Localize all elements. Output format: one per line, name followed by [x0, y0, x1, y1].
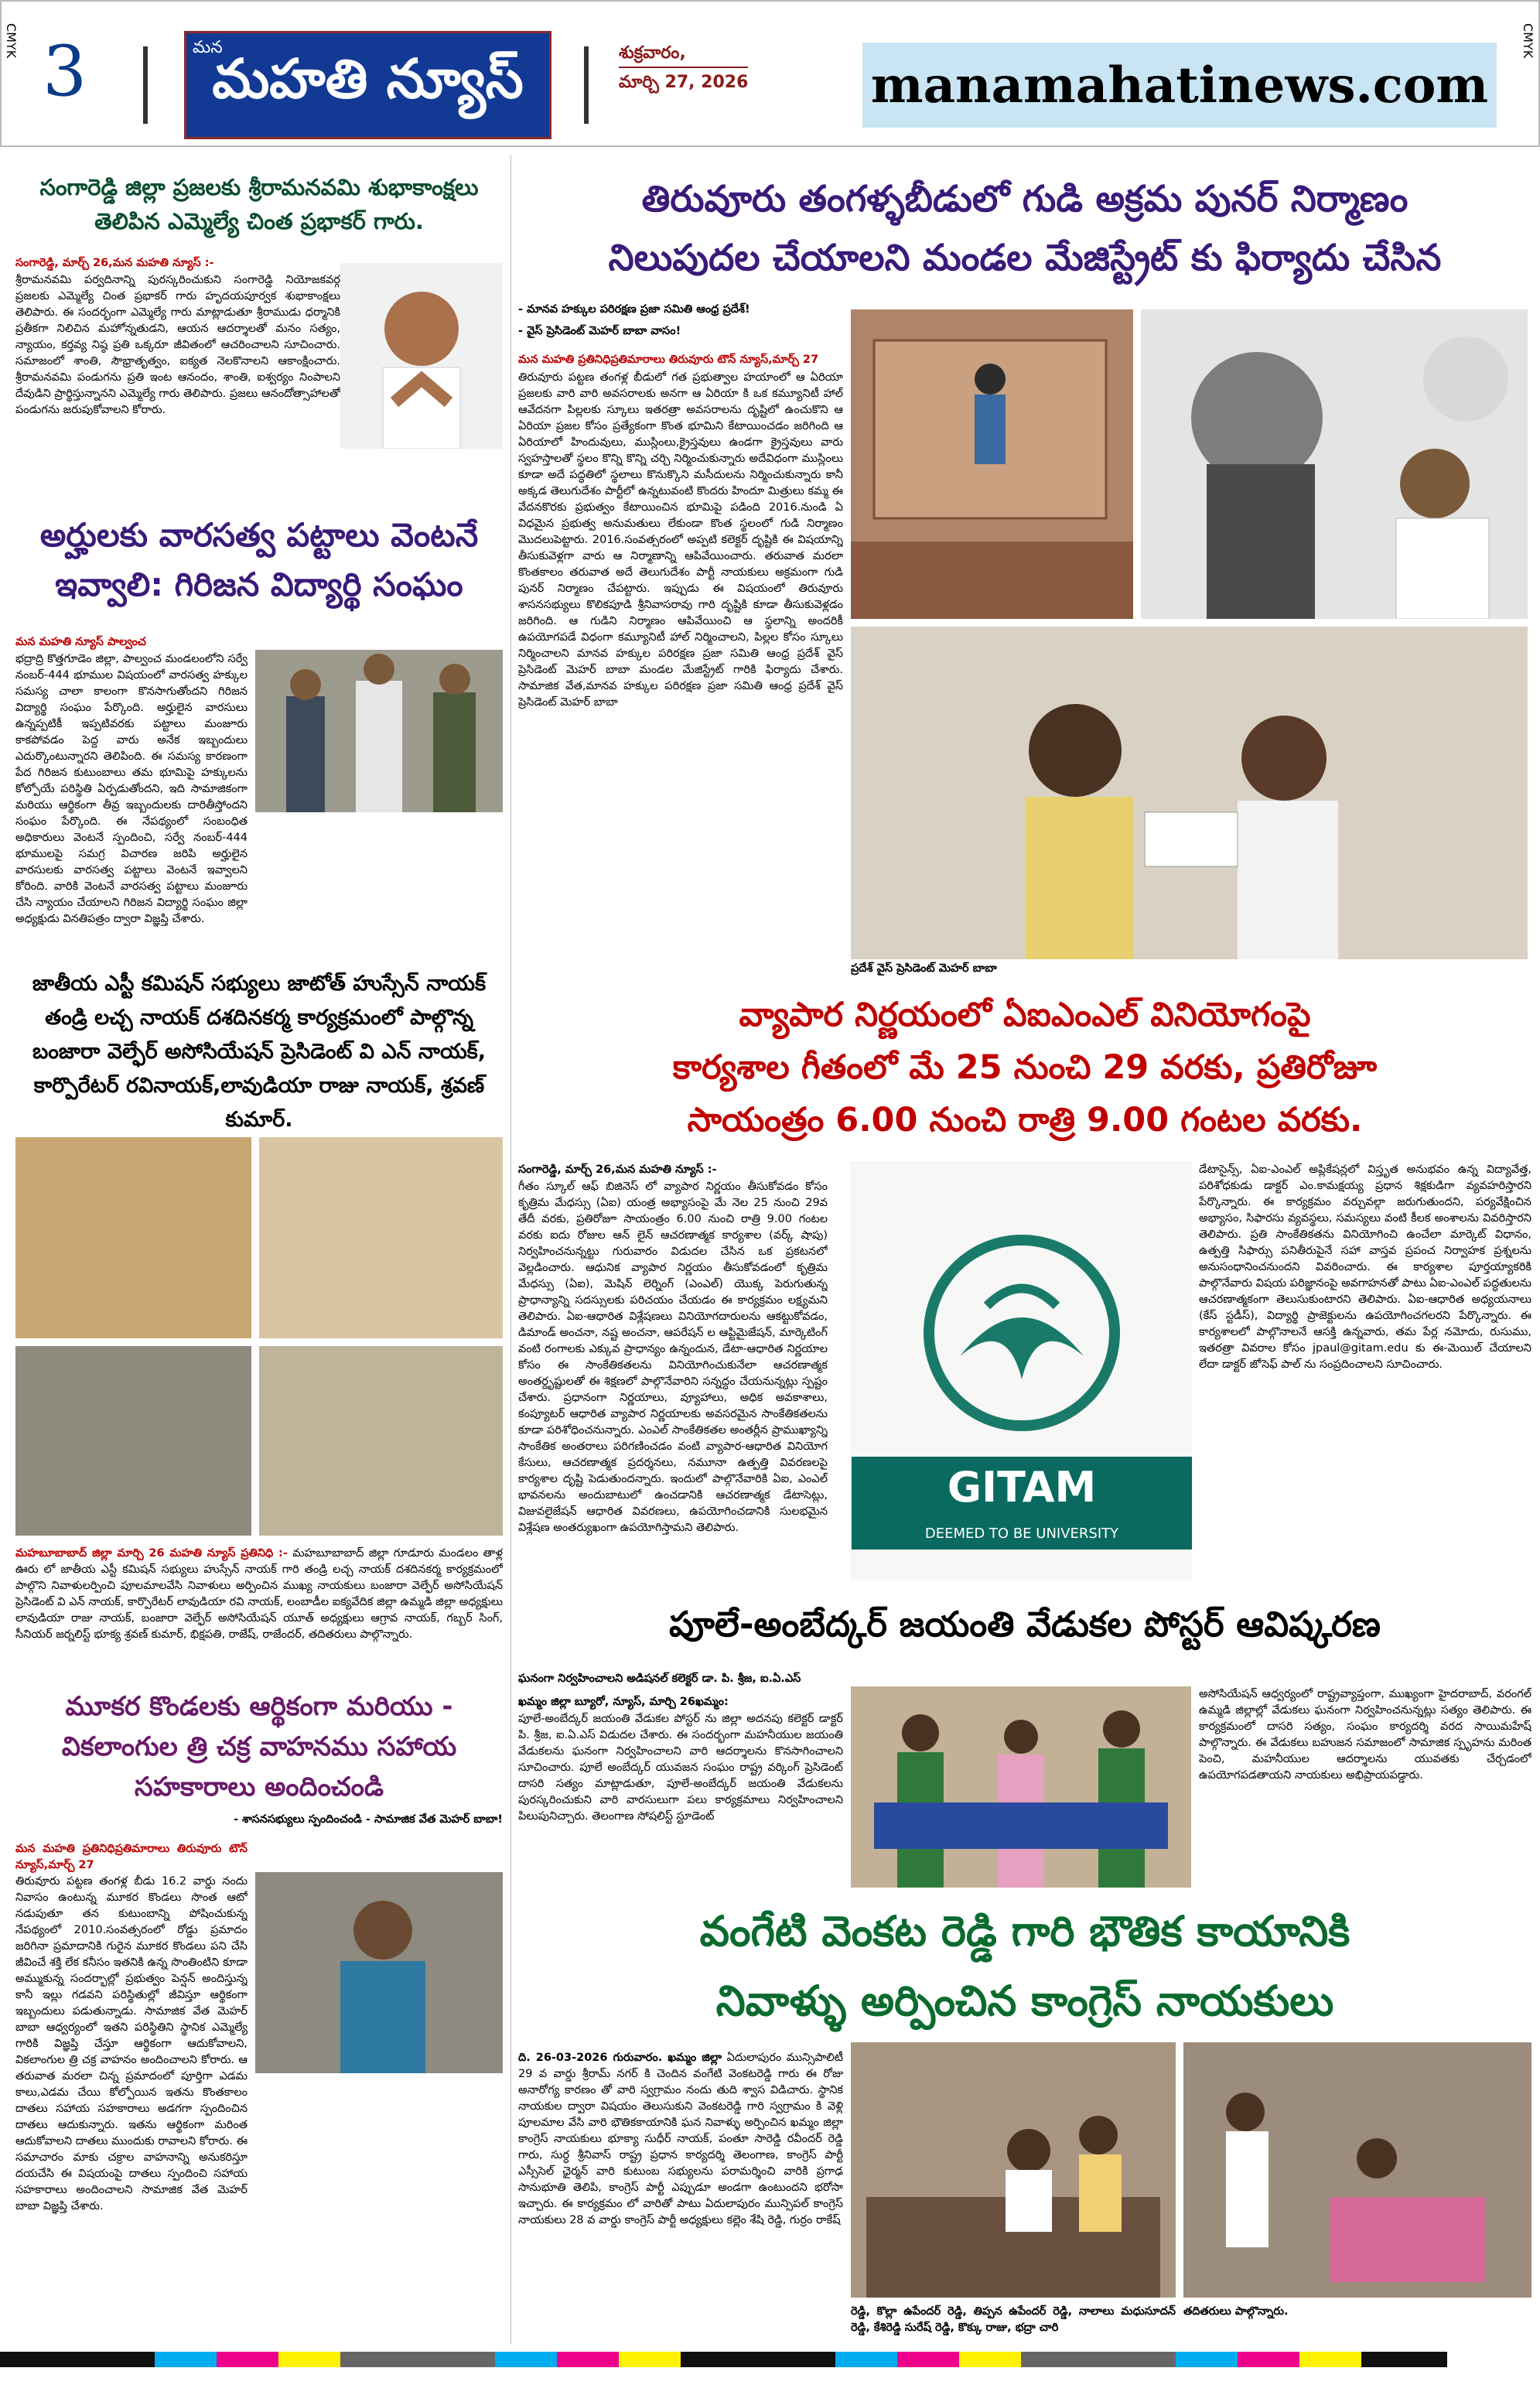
column-rule — [510, 155, 511, 2344]
website-banner: manamahatinews.com — [862, 43, 1497, 128]
article4-headline: మూకర కొండలకు ఆర్థికంగా మరియు - వికలాంగుల త్రి చక్ర వాహనము సహాయ సహకారాలు అందించండి — [61, 1691, 457, 1802]
article6-headline-line3: సాయంత్రం 6.00 నుంచి రాత్రి 9.00 గంటల వరకు. — [687, 1101, 1363, 1140]
article3-body — [15, 1546, 503, 1662]
article7-headline: పూలే-అంబేద్కర్ జయంతి వేడుకల పోస్టర్ ఆవిష్కరణ — [669, 1604, 1381, 1645]
header-divider — [143, 46, 148, 124]
issue-date — [619, 40, 748, 96]
article4-body: తిరువూరు పట్టణ తంగళ్ల బీడు 16.2 వార్డు నందు నివాసం ఉంటున్న మూకర కొండలు సొంత ఆటో నడుపుతూ తన కుటుంబాన్ని పోషించుకున్న నేపథ్యంలో 2010.సంవత్సరంలో రోడ్డు ప్రమాదం జరిగినా ప్రమాదానికి గురైన మూకర కొండలు పని చేసి జీవించే శక్తి లేక కనీసం ఇతనికి ఉన్న సొంతింటిని కూడా అమ్ముకున్న సందర్భాల్లో ప్రభుత్వం పెన్షన్ అందిస్తున్న కానీ ఇల్లు గడవని పరిస్థితుల్లో జీవిస్తూ ఆర్థికంగా ఇబ్బందులు పడుతున్నాడు. సామాజిక వేత మెహర్ బాబా ఆధ్వర్యంలో ఇతని పరిస్థితిని స్థానిక ఎమ్మెల్యే గారికి విజ్ఞప్తి చేస్తూ ఆర్థికంగా ఆదుకోవాలని, వికలాంగుల త్రి చక్ర వాహనం అందించాలని కోరారు. ఆ తరువాత మరలా చిన్న ప్రమాదంలో పూర్తిగా ఎడమ కాలు,ఎడమ చేయి కోల్పోయిన ఇతను కొంతకాలం దాతలు సహాయ సహకారాలు అడగగా స్పందించిన దాతలు ఆదుకున్నారు. ఇతను ఆర్థికంగా మరింత ఆదుకోవాలని దాతలు ముందుకు రావాలని కోరారు. ఈ సమాచారం మాకు చక్రాల వాహనాన్ని అనుకరిస్తూ దయచేసి ఈ విషయంపై దాతలు స్పందించి సహాయ సహకారాలు అందించాలని సామాజిక వేత మెహర్ బాబా విజ్ఞప్తి చేశారు. — [15, 1875, 248, 2212]
article5-body: తిరువూరు పట్టణ తంగళ్ల బీడులో గత ప్రభుత్వాల హయాంలో ఆ ఏరియా ప్రజలకు వారి వారి అవసరాలకు అనగా ఆ ఏరియా కి ఒక కమ్యూనిటీ హాల్ ఆవేదనగా పిల్లలకు స్కూలు ఇతరత్రా అవసరాలను దృష్టిలో ఉంచుకొని ఆ ఏరియా ప్రజల కోసం ప్రత్యేకంగా కొంత భూమిని కేటాయించడం జరిగింది ఆ ఏరియాలో హిందువులు, ముస్లింలు,క్రైస్తవులు ఉండగా క్రైస్తవులు వారు స్వహస్తాలతో స్థలం కొన్ని కొన్ని చర్చి నిర్మించుకున్నారు అదేవిధంగా ముస్లింలు కూడా అదే పద్ధతిలో స్థలాలు కొనుక్కొని మసీదులను నిర్మించుకున్నారు కానీ అక్కడ తెలుగుదేశం పార్టీలో ఉన్నటువంటి కొందరు హిందూ మిత్రులు కమ్మ ఈ వేదనకొరకు ప్రభుత్వం కేటాయించిన భూమిపై పడింది 2016.నుండి ఏ విధమైన ప్రభుత్వ అనుమతులు లేకుండా కొంత స్థలంలో గుడి నిర్మాణం మొదలుపెట్టారు. 2016.సంవత్సరంలో అప్పటి కలెక్టర్ దృష్టికి ఈ విషయాన్ని తీసుకువెళ్లగా వారు ఆ నిర్మాణాన్ని ఆపివేయించారు. తరువాత మరలా కొంతకాలం తరువాత అదే తెలుగుదేశం పార్టీ నాయకులు అక్రమంగా గుడి పునర్ నిర్మాణం చేపట్టారు. ఇప్పుడు ఈ విషయంలో తిరువూరు శాసనసభ్యులు కొలికపూడి శ్రీనివాసరావు గారి దృష్టికి కూడా తీసుకువెళ్లడం జరిగింది. ఆ గుడిని నిర్మాణం ఆపివేయించి ఆ స్థలాన్ని అందరికీ ఉపయోగపడే విధంగా కమ్యూనిటీ హాల్ నిర్మించాలని, పిల్లల కోసం స్కూలు నిర్మించాలని మానవ హక్కుల పరిరక్షణ ప్రజా సమితి ఆంధ్ర ప్రదేశ్ వైస్ ప్రెసిడెంట్ మెహర్ బాబా మండల మేజిస్ట్రేట్ గారికి ఫిర్యాదు చేశారు. సామాజిక వేత,మానవ హక్కుల పరిరక్షణ ప్రజా సమితి ఆంధ్ర ప్రదేశ్ వైస్ ప్రెసిడెంట్ మెహర్ బాబా — [518, 371, 843, 709]
article3-photo-1 — [15, 1137, 251, 1338]
article1-headline: సంగారెడ్డి జిల్లా ప్రజలకు శ్రీరామనవమి శుభాకాంక్షలు తెలిపిన ఎమ్మెల్యే చింత ప్రభాకర్ గారు. — [39, 174, 479, 234]
header-divider — [584, 46, 589, 124]
article7-photo — [851, 1686, 1191, 1888]
article3-text: మహబూబాబాద్ జిల్లా గూడూరు మండలం తాళ్ల ఊరు లో జాతీయ ఎస్టీ కమిషన్ సభ్యులు హుస్సేన్ నాయక్ గారి తండ్రి లచ్చ నాయక్ దశదినకర్మ కార్యక్రమంలో పాల్గొని నివాళులర్పించి పూలమాలవేసి నివాళులు అర్పించిన ముఖ్య నాయకులు బంజారా వెల్ఫేర్ అసోసియేషన్ ప్రెసిడెంట్ వి ఎన్ నాయక్, కార్పొరేటర్ లావుడియా రవి నాయక్, లంబాడీల ఐక్యవేదిక జిల్లా ఉమ్మడి జిల్లా అధ్యక్షులు లావుడియా రాజు నాయక్, బంజారా వెల్ఫేర్ అసోసియేషన్ యూత్ అధ్యక్షులు ఆగ్రావ నాయక్, గబ్బర్ సింగ్, సీనియర్ జర్నలిస్ట్ భూక్య శ్రవణ్ కుమార్, భిక్షపతి, రాజేష్, రాజేందర్, తదితరులు పాల్గొన్నారు. — [15, 1547, 503, 1641]
issue-date-value: మార్చి 27, 2026 — [619, 67, 748, 96]
page-number: 3 — [43, 31, 87, 112]
article3-headline: జాతీయ ఎస్టీ కమిషన్ సభ్యులు జాటోత్ హుస్సేన్ నాయక్ తండ్రి లచ్చ నాయక్ దశదినకర్మ కార్యక్రమంలో పాల్గొన్న బంజారా వెల్ఫేర్ అసోసియేషన్ ప్రెసిడెంట్ వి ఎన్ నాయక్, కార్పొరేటర్ రవినాయక్,లావుడియా రాజు నాయక్, శ్రవణ్ కుమార్. — [32, 972, 487, 1132]
article2-dateline: మన మహతి న్యూస్ పాల్వంచ — [15, 636, 146, 648]
color-registration-strip — [0, 2352, 1540, 2367]
article5-sub2: - వైస్ ప్రెసిడెంట్ మెహర్ బాబా వాసం! — [518, 325, 681, 337]
article5-photo-complaint — [851, 627, 1528, 959]
article7-body-a: పూలే-అంబేద్కర్ జయంతి వేడుకల పోస్టర్ ను జిల్లా అదనపు కలెక్టర్ డాక్టర్ పి. శ్రీజ, ఐ.ఏ.ఎస్ విడుదల చేశారు. ఈ సందర్భంగా మహనీయుల జయంతి వేడుకలను ఘనంగా నిర్వహించాలని వారి ఆదర్శాలను కొనసాగించాలని సూచించారు. పూలే అంబేద్కర్ యువజన సంఘం రాష్ట్ర వర్కింగ్ ప్రెసిడెంట్ దాసరి సత్యం మాట్లాడుతూ, పూలే-అంబేద్కర్ జయంతి వేడుకలను పురస్కరించుకుని వారి వారసులుగా పలు కార్యక్రమాలు నిర్వహించాలని పిలుపునిచ్చారు. తెలంగాణ సోషలిస్ట్ స్టూడెంట్ — [518, 1713, 843, 1823]
mla-portrait — [340, 263, 503, 449]
article5-headline-line2: నిలుపుదల చేయాలని మండల మేజిస్ట్రేట్ కు ఫిర్యాదు చేసిన — [608, 237, 1442, 279]
article4-subtitle: - శాసనసభ్యులు స్పందించండి - సామాజిక వేత మెహర్ బాబా! — [234, 1813, 503, 1826]
article8-photo-1 — [851, 2042, 1176, 2298]
article3-photo-3 — [15, 1346, 251, 1536]
article7-caption: ఘనంగా నిర్వహించాలని అడిషనల్ కలెక్టర్ డా. పి. శ్రీజ, ఐ.ఏ.ఎస్ — [518, 1673, 801, 1685]
article3-photo-4 — [259, 1346, 503, 1536]
article7-body-b: అసోసియేషన్ ఆధ్వర్యంలో రాష్ట్రవ్యాప్తంగా, ముఖ్యంగా హైదరాబాద్, వరంగల్ ఉమ్మడి జిల్లాల్లో వేడుకలు ఘనంగా నిర్వహించనున్నట్లు సత్యం తెలిపారు. ఈ కార్యక్రమంలో దాసరి సత్యం, సంఘం కార్యదర్శి వరద సాయిమహేష్ పాల్గొన్నారు. ఈ వేడుకలు బహుజన సమాజంలో సామాజిక స్పృహను మరింత పెంచి, మహనీయుల ఆదర్శాలను యువతకు చేర్చడంలో ఉపయోగపడతాయని నాయకులు అభిప్రాయపడ్డారు. — [1199, 1688, 1531, 1782]
article8-headline-line1: వంగేటి వెంకట రెడ్డి గారి భౌతిక కాయానికి — [699, 1907, 1350, 1956]
article4-dateline: మన మహతి ప్రతినిధిప్రతిమారాలు తిరువూరు టౌన్ న్యూస్,మార్చ్ 27 — [15, 1843, 248, 1871]
masthead-logo — [184, 31, 551, 139]
article8-photo-2 — [1183, 2042, 1531, 2298]
article1-dateline: సంగారెడ్డి, మార్చ్ 26,మన మహతి న్యూస్ :- — [15, 257, 214, 269]
logo-main-text: మహతి న్యూస్ — [212, 46, 524, 111]
article6-headline-line1: వ్యాపార నిర్ణయంలో ఏఐఎంఎల్ వినియోగంపై — [739, 996, 1311, 1034]
article8-caption-1: రెడ్డి, కొల్లా ఉపేందర్ రెడ్డి, తిప్పన ఉపేందర్ రెడ్డి, నాలాలు మధుసూదన్ రెడ్డి, కేశిరెడ్డి సురేష్ రెడ్డి, కొక్కు రాజు, భద్రా చారి — [851, 2305, 1176, 2334]
article5-headline-line1: తిరువూరు తంగళ్ళబీడులో గుడి అక్రమ పునర్ నిర్మాణం — [641, 178, 1409, 220]
article2-photo — [255, 650, 503, 812]
article6-headline-line2: కార్యశాల గీతంలో మే 25 నుంచి 29 వరకు, ప్రతిరోజూ — [672, 1048, 1378, 1087]
article1-body-a: శ్రీరామనవమి పర్వదినాన్ని పురస్కరించుకుని సంగారెడ్డి నియోజకవర్గ ప్రజలకు ఎమ్మెల్యే చింత ప్రభాకర్ గారు హృదయపూర్వక శుభాకాంక్షలు తెలిపారు. ఈ సందర్భంగా ఎమ్మెల్యే గారు మాట్లాడుతూ శ్రీరాముడు ధర్మానికి ప్రతీకగా నిలిచిన మహోన్నతుడని, ఆయన ఆదర్శాలతో మనం సత్యం, న్యాయం, కర్తవ్య నిష్ఠ ప్రతి ఒక్కరూ జీవితంలో ఆచరించాలని సూచించారు. సమాజంలో శాంతి, సౌభ్రాతృత్వం, ఐక్యత నెలకొనాలని ఆకాంక్షించారు. శ్రీరామనవమి పండుగను ప్రతి ఇంట ఆనందం, శాంతి, ఐశ్వర్యం నింపాలని దేవుడిని ప్రార్థిస్తున్నానని ఎమ్మెల్యే గారు తెలిపారు. ప్రజలు ఆనందోత్సాహాలతో పండుగను జరుపుకోవాలని కోరారు. — [15, 274, 340, 416]
article5-photo-collage — [1141, 309, 1528, 619]
article5-sub1: - మానవ హక్కుల పరిరక్షణ ప్రజా సమితి ఆంధ్ర ప్రదేశ్! — [518, 303, 750, 316]
article2-headline: అర్హులకు వారసత్వ పట్టాలు వెంటనే ఇవ్వాలి: గిరిజన విద్యార్థి సంఘం — [39, 516, 479, 603]
article8-dateline: ది. 26-03-2026 గురువారం. ఖమ్మం జిల్లా — [518, 2052, 722, 2064]
gitam-logo — [851, 1162, 1191, 1580]
gitam-tagline: DEEMED TO BE UNIVERSITY — [852, 1519, 1192, 1550]
article2-body: భద్రాద్రి కొత్తగూడెం జిల్లా, పాల్వంచ మండలంలోని సర్వే నంబర్-444 భూముల విషయంలో వారసత్వ హక్కుల సమస్య చాలా కాలంగా కొనసాగుతోందని గిరిజన విద్యార్థి సంఘం పేర్కొంది. అర్హులైన వారసులు ఉన్నప్పటికీ ఇప్పటివరకు పట్టాలు మంజూరు కాకపోవడం పెద్ద వారు అనేక ఇబ్బందులు ఎదుర్కొంటున్నారని తెలిపింది. ఈ సమస్య కారణంగా పేద గిరిజన కుటుంబాలు తమ భూమిపై హక్కులను కోల్పోయే పరిస్థితి ఏర్పడుతోందని, ఇది సామాజికంగా మరియు ఆర్థికంగా తీవ్ర ఇబ్బందులకు దారితీస్తోందని సంఘం పేర్కొంది. ఈ నేపథ్యంలో సంబంధిత అధికారులు వెంటనే స్పందించి, సర్వే నంబర్-444 భూములపై సమగ్ర విచారణ జరిపి అర్హులైన వారసులకు వారసత్వ పట్టాలు వెంటనే ఇవ్వాలని కోరింది. వారికి వెంటనే వారసత్వ పట్టాలు మంజూరు చేసి న్యాయం చేయాలని గిరిజన విద్యార్థి సంఘం జిల్లా అధ్యక్షుడు వినతిపత్రం ద్వారా విజ్ఞప్తి చేశారు. — [15, 653, 248, 925]
article7-dateline: ఖమ్మం జిల్లా బ్యూరో, న్యూస్, మార్చి 26ఖమ్మం: — [518, 1696, 729, 1708]
registration-mark: CMYK — [4, 23, 19, 59]
logo-small-text: మన — [193, 38, 223, 57]
article5-dateline: మన మహతి ప్రతినిధిప్రతిమారాలు తిరువూరు టౌన్ న్యూస్,మార్చ్ 27 — [518, 354, 819, 366]
registration-mark: CMYK — [1521, 23, 1535, 59]
article3-photo-2 — [259, 1137, 503, 1338]
article4-photo — [255, 1872, 503, 2073]
article6-text-a: గీతం స్కూల్ ఆఫ్ బిజినెస్ లో వ్యాపార నిర్ణయం తీసుకోవడం కోసం కృత్రిమ మేధస్సు (ఏఐ) యంత్ర అభ్యాసంపై మే నెల 25 నుంచి 29వ తేదీ వరకు, ప్రతిరోజూ సాయంత్రం 6.00 నుంచి రాత్రి 9.00 గంటల వరకు ఐదు రోజుల ఆన్ లైన్ ఆచరణాత్మక కార్యశాల (వర్క్ షాపు) నిర్వహించనున్నట్టు గురువారం విడుదల చేసిన ఒక ప్రకటనలో వెల్లడించారు. ఆధునిక వ్యాపార నిర్ణయం తీసుకోవడంలో కృత్రిమ మేధస్సు (ఏఐ), మెషిన్ లెర్నింగ్ (ఎంఎల్) యొక్క పెరుగుతున్న ప్రాధాన్యాన్ని సదస్సులకు పరిచయం చేయడం ఈ కార్యక్రమం లక్ష్యమని తెలిపారు. ఏఐ-ఆధారిత విశ్లేషణలు వినియోగదారులను ఆకట్టుకోవడం, డిమాండ్ అంచనా, నష్ట అంచనా, ఆపరేషన్ ల ఆప్టిమైజేషన్, మార్కెటింగ్ వంటి రంగాలకు ఎక్కువ ప్రాధాన్యం ఉన్నందున, డేటా-ఆధారిత నిర్ణయాల కోసం ఈ సాంకేతికతలను వినియోగించుకునేలా ఆచరణాత్మక అంతర్దృష్టులతో ఈ శిక్షణలో పాల్గొనేవారిని సన్నద్ధం చేయనున్నట్లు స్పష్టం చేశారు. ప్రధానంగా నిర్ణయాలు, వ్యూహాలు, అధిక అవకాశాలు, కంప్యూటర్ ఆధారిత వ్యాపార నిర్ణయాలకు అవసరమైన సాంకేతికతలను కూడా పరిశోధించనున్నారు. ఎంఎల్ సాంకేతికతల అంతర్లీన ప్రాముఖ్యాన్ని సాంకేతిక అంతరాలు పరిగణించడం వంటి వ్యాపార-ఆధారిత వినియోగ కేసులు, ఆచరణాత్మక ప్రదర్శనలు, నమూనా ఉత్పత్తి వివరణలపై కార్యశాల దృష్టి పెడుతుందన్నారు. ఇందులో పాల్గొనేవారికి ఏఐ, ఎంఎల్ భావనలను అందుబాటులో ఉంచడానికి ఆచరణాత్మక డేటాసెట్లు, విజువలైజేషన్ ఆధారిత వివరణలు, ఉపయోగించడానికి సులభమైన విశ్లేషణ అంతర్యుఖంగా ఉపయోగిస్తామని తెలిపారు. — [518, 1181, 828, 1534]
article5-photo-temple — [851, 309, 1133, 619]
article6-dateline: సంగారెడ్డి, మార్చ్ 26,మన మహతి న్యూస్ :- — [518, 1163, 717, 1176]
article8-caption-2: తదితరులు పాల్గొన్నారు. — [1183, 2305, 1289, 2318]
article8-headline-line2: నివాళ్ళు అర్పించిన కాంగ్రెస్ నాయకులు — [715, 1977, 1334, 2025]
article6-body-b: డేటాసైన్స్, ఏఐ-ఎంఎల్ అప్లికేషన్లలో విస్తృత అనుభవం ఉన్న విద్యావేత్త, పరిశోధకుడు డాక్టర్ ఎం.కామక్షయ్య ప్రధాన శిక్షకుడిగా వ్యవహరిస్తారని పేర్కొన్నారు. ఈ కార్యక్రమం వర్చువల్గా జరుగుతుందని, పర్యవేక్షించిన అభ్యాసం, సిఫారసు వ్యవస్థలు, సమస్యలు వంటి కీలక అంశాలను వివరిస్తారని తెలిపారు. ప్రతి సాంకేతికతను వినియోగించి ఉంచేలా మార్కెట్ విధానం, ఉత్పత్తి సిఫార్సు పనితీరుపైనే సహా వాస్తవ ప్రపంచ నిర్వాహక ప్రశ్నలను అనుసంధానించనుందని వివరించారు. ఈ కార్యశాల పూర్తయ్యాకరికి పాల్గొనేవారు విషయ పరిజ్ఞానంపై అవగాహనతో పాటు ఏఐ-ఎంఎల్ పద్ధతులను ఆచరణాత్మకంగా తెలుసుకుంటారని తెలిపారు. ఏఐ-ఆధారిత అధ్యయనాలు (కేస్ స్టడీస్), విద్యార్థి ప్రాజెక్టులను ఉపయోగించగలరని పేర్కొన్నారు. ఈ కార్యశాలలో పాల్గొనాలనే ఆసక్తి ఉన్నవారు, తమ పేర్ల నమోదు, రుసుము, ఇతరత్రా వివరాల కోసం jpaul@gitam.edu కు ఈ-మెయిల్ చేయాలని లేదా డాక్టర్ జోసెఫ్ పాల్ ను సంప్రదించాలని సూచించారు. — [1199, 1163, 1531, 1371]
issue-day: శుక్రవారం, — [619, 43, 686, 63]
article3-dateline: మహబూబాబాద్ జిల్లా మార్చి 26 మహతి న్యూస్ ప్రతినిధి :- — [15, 1547, 288, 1560]
article5-caption: ప్రదేశ్ వైస్ ప్రెసిడెంట్ మెహర్ బాబా — [851, 962, 997, 975]
gitam-wordmark: GITAM — [852, 1457, 1192, 1519]
article8-text: ఏదులాపురం మున్సిపాలిటీ 29 వ వార్డు శ్రీరామ్ నగర్ కి చెందిన వంగేటి వెంకటరెడ్డి గారు ఈ రోజు అనారోగ్య కారణం తో వారి స్వగ్రామం నందు తుది శ్వాస విడిచారు. స్థానిక నాయకుల ద్వారా విషయం తెలుసుకుని వెంకటరెడ్డి గారి స్వగ్రామం కి వెళ్లి పూలమాల వేసి వారి భౌతికకాయానికి ఘన నివాళ్ళు అర్పించిన ఖమ్మం జిల్లా కాంగ్రెస్ నాయకులు భూక్యా సుధీర్ నాయక్, పంతూ సారెడ్డి రవీందర్ రెడ్డి గారు, సుర్ధ శ్రీనివాస్ రాష్ట్ర ప్రధాన కార్యదర్శి తెలంగాణ, కాంగ్రెస్ పార్టీ ఎస్సీసెల్ ఛైర్మన్ వారి కుటుంబ సభ్యులను పరామర్శించి వారికి ప్రగాఢ సానుభూతి తెలిపి, కాంగ్రెస్ పార్టీ ఎప్పుడూ అండగా ఉంటుందని భరోసా ఇచ్చారు. ఈ కార్యక్రమం లో వారితో పాటు ఏదులాపురం మున్సిపల్ కాంగ్రెస్ నాయకులు 28 వ వార్డు కాంగ్రెస్ పార్టీ అధ్యక్షులు కల్లెం శేషి రెడ్డి, గుర్రం రాకేష్ — [518, 2052, 843, 2226]
article8-body — [518, 2050, 843, 2329]
